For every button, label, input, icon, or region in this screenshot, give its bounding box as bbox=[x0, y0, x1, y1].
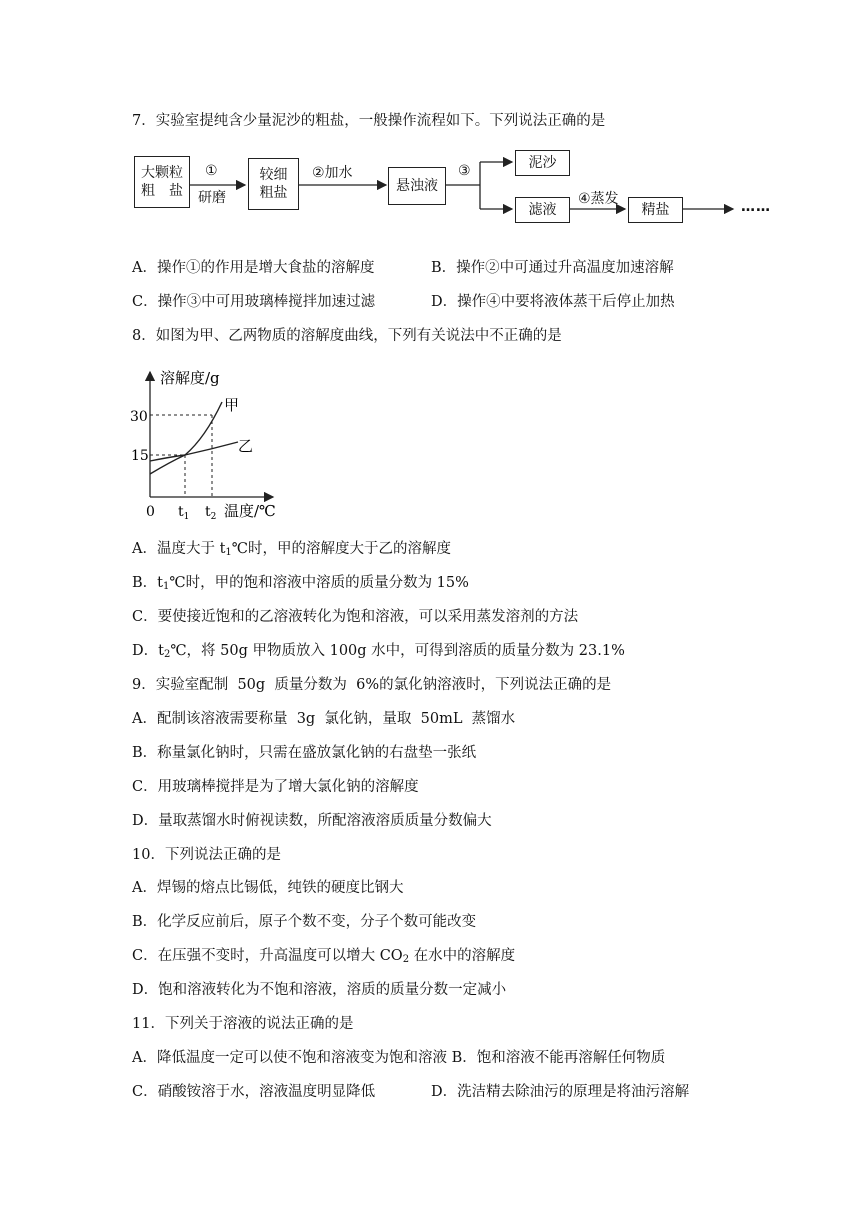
q9-option-c: C．用玻璃棒搅拌是为了增大氯化钠的溶解度 bbox=[132, 779, 419, 795]
q7-option-d: D．操作④中要将液体蒸干后停止加热 bbox=[431, 294, 675, 310]
q10-option-c: C．在压强不变时，升高温度可以增大 $CO_2$ 在水中的溶解度 bbox=[132, 948, 516, 965]
curve-jia bbox=[150, 402, 222, 474]
graph-y30: 30 bbox=[130, 409, 148, 425]
q9-option-d: D．量取蒸馏水时俯视读数，所配溶液溶质质量分数偏大 bbox=[132, 813, 492, 829]
op1-num: ① bbox=[205, 163, 218, 179]
graph-t2: $t_2$ bbox=[205, 504, 217, 522]
box-filtrate: 滤液 bbox=[515, 197, 570, 223]
graph-t1: $t_1$ bbox=[178, 504, 190, 522]
op3-label: ③ bbox=[458, 163, 471, 179]
q8-option-a: A．温度大于 $t_1℃$时，甲的溶解度大于乙的溶解度 bbox=[132, 541, 452, 558]
curve-yi bbox=[150, 442, 238, 461]
q10-stem: 10．下列说法正确的是 bbox=[132, 847, 281, 863]
q7-stem: 7．实验室提纯含少量泥沙的粗盐，一般操作流程如下。下列说法正确的是 bbox=[132, 113, 606, 129]
box-coarse-salt-line1: 大颗粒 bbox=[141, 165, 183, 181]
q7-option-a: A．操作①的作用是增大食盐的溶解度 bbox=[132, 260, 375, 276]
q9-option-a: A．配制该溶液需要称量 3g 氯化钠，量取 50mL 蒸馏水 bbox=[132, 711, 516, 727]
q11-option-d: D．洗洁精去除油污的原理是将油污溶解 bbox=[431, 1084, 690, 1100]
graph-y15: 15 bbox=[131, 448, 149, 464]
q8-stem: 8．如图为甲、乙两物质的溶解度曲线，下列有关说法中不正确的是 bbox=[132, 328, 562, 344]
q10-option-d: D．饱和溶液转化为不饱和溶液，溶质的质量分数一定减小 bbox=[132, 982, 507, 998]
q8-option-c: C．要使接近饱和的乙溶液转化为饱和溶液，可以采用蒸发溶剂的方法 bbox=[132, 609, 579, 625]
graph-xlabel: 温度/℃ bbox=[224, 502, 276, 520]
box-fine-salt-line2: 粗盐 bbox=[259, 185, 288, 201]
label-jia: 甲 bbox=[224, 396, 240, 414]
q10-option-a: A．焊锡的熔点比锡低，纯铁的硬度比钢大 bbox=[132, 880, 404, 896]
label-yi: 乙 bbox=[238, 437, 254, 455]
box-sand: 泥沙 bbox=[515, 150, 570, 176]
graph-origin: 0 bbox=[146, 504, 155, 520]
q8-option-b: B．$t_1℃$时，甲的饱和溶液中溶质的质量分数为 15% bbox=[132, 575, 469, 592]
q8-option-d: D．$t_2℃$，将 50g 甲物质放入 100g 水中，可得到溶质的质量分数为 23.1% bbox=[132, 643, 625, 660]
q11-option-c: C．硝酸铵溶于水，溶液温度明显降低 bbox=[132, 1084, 376, 1100]
q11-stem: 11．下列关于溶液的说法正确的是 bbox=[132, 1016, 354, 1032]
q7-option-c: C．操作③中可用玻璃棒搅拌加速过滤 bbox=[132, 294, 376, 310]
op1-text: 研磨 bbox=[198, 190, 226, 206]
box-fine-salt-line1: 较细 bbox=[259, 167, 288, 183]
box-suspension: 悬浊液 bbox=[388, 167, 446, 205]
q7-option-b: B．操作②中可通过升高温度加速溶解 bbox=[431, 260, 674, 276]
op4-label: ④蒸发 bbox=[578, 191, 619, 207]
q11-option-ab: A．降低温度一定可以使不饱和溶液变为饱和溶液 B．饱和溶液不能再溶解任何物质 bbox=[132, 1050, 666, 1066]
flow-ellipsis: …… bbox=[741, 199, 771, 215]
q9-stem: 9．实验室配制 50g 质量分数为 6%的氯化钠溶液时，下列说法正确的是 bbox=[132, 677, 612, 693]
box-coarse-salt-line2: 粗 盐 bbox=[141, 183, 183, 199]
box-pure-salt: 精盐 bbox=[628, 197, 683, 223]
op2-label: ②加水 bbox=[312, 165, 353, 181]
q9-option-b: B．称量氯化钠时，只需在盛放氯化钠的右盘垫一张纸 bbox=[132, 745, 477, 761]
graph-ylabel: 溶解度/g bbox=[160, 369, 220, 387]
q10-option-b: B．化学反应前后，原子个数不变，分子个数可能改变 bbox=[132, 914, 477, 930]
